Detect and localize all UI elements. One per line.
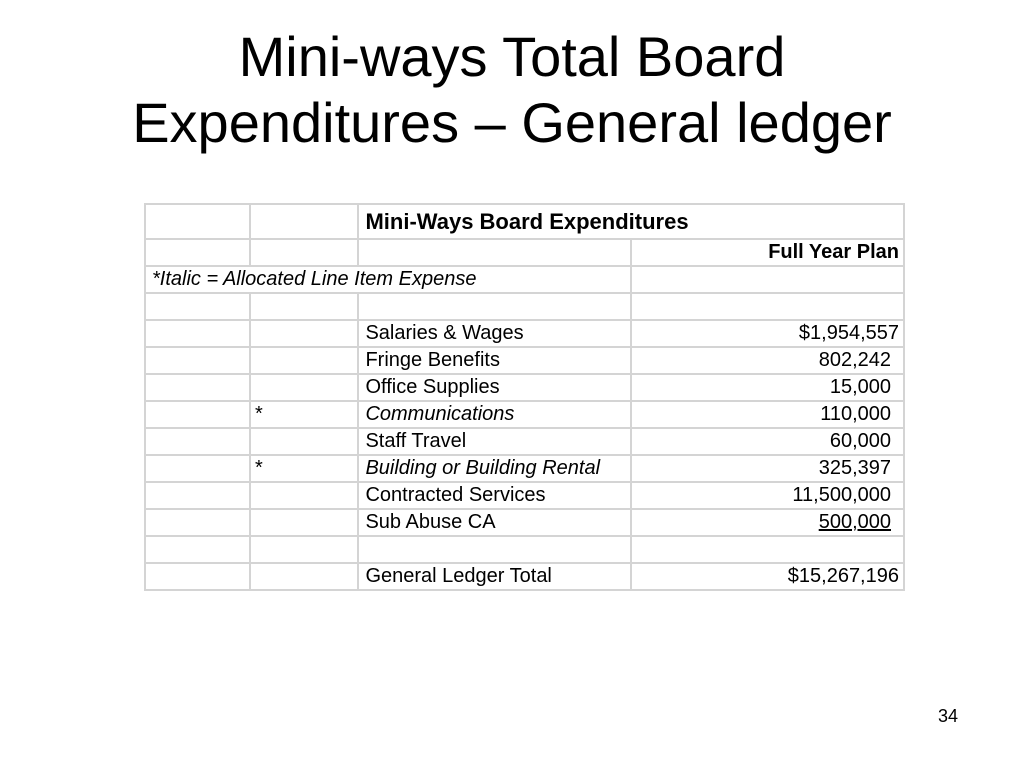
table-cell <box>145 320 250 347</box>
table-cell <box>145 482 250 509</box>
table-cell <box>358 239 631 266</box>
note-row <box>145 266 904 293</box>
table-cell <box>250 204 358 239</box>
table-cell <box>145 347 250 374</box>
column-label-row <box>145 239 904 266</box>
table-row <box>145 455 904 482</box>
table-cell <box>145 374 250 401</box>
table-cell <box>145 293 250 320</box>
table-cell <box>631 266 904 293</box>
table-row <box>145 401 904 428</box>
slide-title-line-2: Expenditures – General ledger <box>132 91 892 154</box>
page-number: 34 <box>938 706 959 726</box>
total-row <box>145 563 904 590</box>
table-header: Mini-Ways Board Expenditures <box>358 204 904 239</box>
slide-title <box>0 24 1024 156</box>
line-item-amount: 110,000 <box>631 401 904 428</box>
table-cell <box>250 563 358 590</box>
expenditures-table <box>144 203 905 591</box>
table-row <box>145 374 904 401</box>
allocation-marker: * <box>250 455 358 482</box>
table-cell <box>145 428 250 455</box>
line-item-amount: 500,000 <box>631 509 904 536</box>
allocation-marker <box>250 509 358 536</box>
table-cell <box>145 563 250 590</box>
table-cell <box>631 293 904 320</box>
table-cell <box>145 455 250 482</box>
table-cell <box>358 536 631 563</box>
table-cell <box>145 239 250 266</box>
italic-note: *Italic = Allocated Line Item Expense <box>145 266 631 293</box>
line-item-amount: 15,000 <box>631 374 904 401</box>
spacer-row <box>145 536 904 563</box>
table-row <box>145 509 904 536</box>
table-header-row <box>145 204 904 239</box>
line-item-amount: 11,500,000 <box>631 482 904 509</box>
table-row <box>145 428 904 455</box>
allocation-marker <box>250 374 358 401</box>
line-item-label: Communications <box>358 401 631 428</box>
line-item-label: Salaries & Wages <box>358 320 631 347</box>
allocation-marker <box>250 320 358 347</box>
line-item-label: Office Supplies <box>358 374 631 401</box>
line-item-amount: 802,242 <box>631 347 904 374</box>
table-row <box>145 320 904 347</box>
spacer-row <box>145 293 904 320</box>
table-cell <box>145 536 250 563</box>
table-cell <box>250 239 358 266</box>
allocation-marker <box>250 428 358 455</box>
table-cell <box>250 536 358 563</box>
table-cell <box>145 509 250 536</box>
table-cell <box>145 204 250 239</box>
table-cell <box>145 401 250 428</box>
line-item-label: Contracted Services <box>358 482 631 509</box>
allocation-marker <box>250 482 358 509</box>
total-label: General Ledger Total <box>358 563 631 590</box>
table-row <box>145 347 904 374</box>
total-amount: $15,267,196 <box>631 563 904 590</box>
table-cell <box>631 536 904 563</box>
table-cell <box>250 293 358 320</box>
line-item-amount: 325,397 <box>631 455 904 482</box>
full-year-plan-label: Full Year Plan <box>631 239 904 266</box>
line-item-label: Building or Building Rental <box>358 455 631 482</box>
slide-title-line-1: Mini-ways Total Board <box>238 25 786 88</box>
line-item-label: Fringe Benefits <box>358 347 631 374</box>
table-cell <box>358 293 631 320</box>
allocation-marker <box>250 347 358 374</box>
allocation-marker: * <box>250 401 358 428</box>
table-row <box>145 482 904 509</box>
line-item-label: Staff Travel <box>358 428 631 455</box>
line-item-label: Sub Abuse CA <box>358 509 631 536</box>
line-item-amount: 60,000 <box>631 428 904 455</box>
line-item-amount: $1,954,557 <box>631 320 904 347</box>
